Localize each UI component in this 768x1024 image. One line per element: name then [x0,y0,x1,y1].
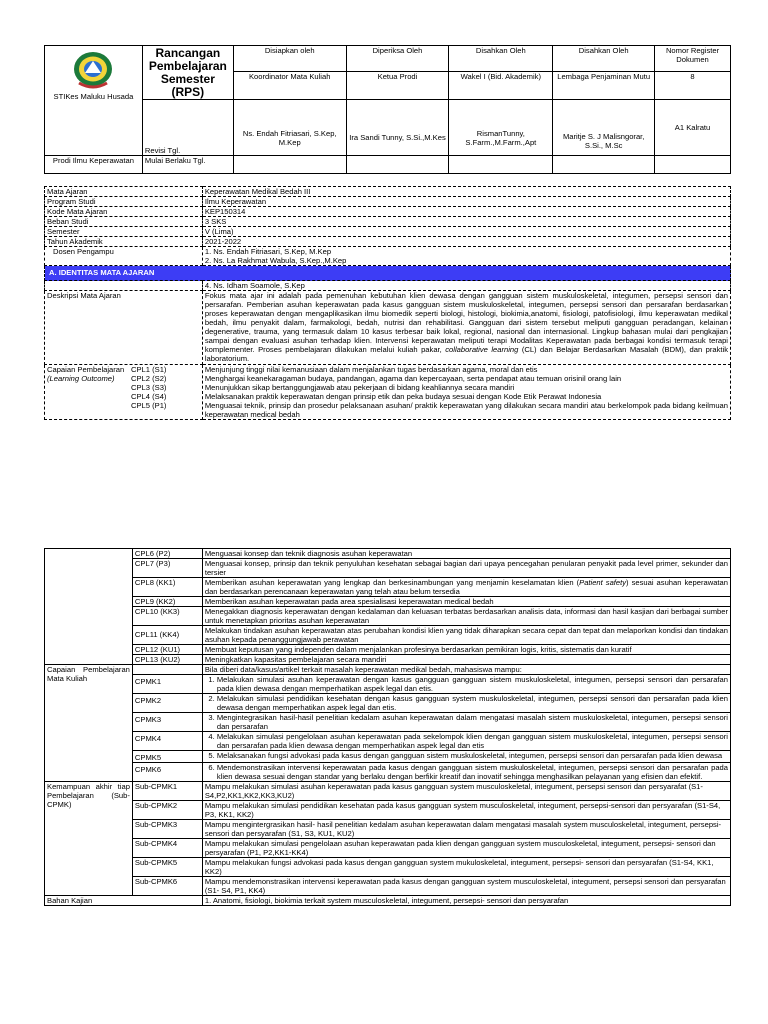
info-value: 3 SKS [202,217,730,227]
dosen-label: Dosen Pengampu [45,247,203,266]
cpmk-code: CPMK2 [132,694,202,713]
cpl-text: Menguasai konsep, prinsip dan teknik penyuluhan kesehatan sebagai bagian dari upaya pencegahan penularan penyakit pada level primer, sekunder dan tersier [202,559,730,578]
col-header-2: Diperiksa Oleh [346,46,449,72]
cpl-text: Menguasai konsep dan teknik diagnosis asuhan keperawatan [202,549,730,559]
cpmk-code: CPMK1 [132,675,202,694]
dosen-item: 2. Ns. La Rakhmat Wabula, S.Kep.,M.Kep [204,256,347,265]
continuation-table [44,548,731,906]
register-code: A1 Kalratu [655,100,731,156]
cpmk-code: CPMK4 [132,732,202,751]
info-label: Tahun Akademik [45,237,203,247]
cpl-text: Membuat keputusan yang independen dalam menjalankan profesinya berdasarkan pemikiran logis, kritis, sistematis dan kuratif [202,645,730,655]
prodi-cell: Prodi Ilmu Keperawatan [45,156,143,174]
col-header-3: Disahkan Oleh [449,46,553,72]
cpl-text: Menghargai keanekaragaman budaya, pandangan, agama dan kepercayaan, serta pendapat atau temuan orisinil orang lain [204,374,622,383]
cpl-code: CPL10 (KK3) [132,607,202,626]
bahan-label: Bahan Kajian [45,896,203,906]
doc-title: Rancangan Pembelajaran Semester (RPS) [142,46,233,100]
info-value: 2021-2022 [202,237,730,247]
name-3: RismanTunny, S.Farm.,M.Farm.,Apt [449,100,553,156]
deskripsi-label: Deskripsi Mata Ajaran [45,291,203,365]
cpmk-text: 6. Mendemonstrasikan intervensi keperawatan pada kasus dengan gangguan sistem muskuloskeletal, integumen, persepsi sensori dan persarafan pada klien dewasa sesuai dengan standar yang berlaku dengan berfikir kreatif dan inovatif sehingga menghasilkan pelayanan yang efisien dan efektif. [202,763,730,782]
sub-cpmk-text: Mampu mendemonstrasikan intervensi keperawatan pada kasus dengan gangguan system musculoskeletal, integument, persepsi sensori dan persyarafan (S1- S4, P1, KK4) [202,877,730,896]
cpl-code: CPL9 (KK2) [132,597,202,607]
sub-cpmk-text: Mampu mengintergrasikan hasil- hasil penelitian kedalam asuhan keperawatan dalam mengatasi masalah system musculoskeletal, integument, persepsi- sensori dan persyarafan (S1, S3, KU1, KU2) [202,820,730,839]
sub-cpmk-label: Kemampuan akhir tiap Pembelajaran (Sub-CPMK) [45,782,133,896]
info-value: KEP150314 [202,207,730,217]
info-label: Program Studi [45,197,203,207]
sub-cpmk-code: Sub-CPMK2 [132,801,202,820]
deskripsi-text: Fokus mata ajar ini adalah pada pemenuhan kebutuhan klien dewasa dengan gangguan sistem muskuloskeletal, integumen, persepsi sensori dan persarafan. Pemberian asuhan keperawatan pada kasus gangguan sistem muskuloskeletal, integumen, persepsi sensori dan persarafan berdasarkan proses keperawatan dengan mengaplikasikan ilmu biomedik seperti biologi, histologi, biokimia,anatomi, fisiologi, patofisiologi, ilmu keperawatan medikal bedah, ilmu penyakit dalam, farmakologi, bedah, nutrisi dan rehabilitasi. Gangguan dari sistem tersebut meliputi gangguan peradangan, kelainan degenerative, trauma, yang termasuk dalam 10 kasus terbesar baik lokal, regional, nasional dan internasional. Lingkup bahasan mulai dari pengkajian sampai dengan evaluasi asuhan terhadap klien. Intervensi keperawatan meliputi terapi Modalitas Keperawatan pada berbagai kondisi termasuk terapi komplementer. Proses pembelajaran dilakukan melalui kuliah pakar, collaborative learning (CL) dan Belajar Berdasarkan Masalah (BDM), dan praktik laboratorium. [202,291,730,365]
sub-cpmk-text: Mampu melakukan simulasi pendidikan kesehatan pada kasus gangguan system musculoskeletal, integument, persepsi-sensori dan persyarafan (S1-S4, P3, KK1, KK2) [202,801,730,820]
cpmk-text: 2. Melakukan simulasi pendidikan kesehatan dengan kasus gangguan system muskuloskeletal, integumen, persepsi sensori dan persarafan pada klien dewasa dengan memperhatikan aspek legal dan etis. [202,694,730,713]
sub-cpmk-text: Mampu melakukan simulasi pengelolaan asuhan keperawatan pada klien dengan gangguan system musculoskeletal, integument, persepsi- sensori dan persyarafan (P1, P2,KK1-KK4) [202,839,730,858]
role-1: Koordinator Mata Kuliah [233,72,346,100]
bahan-item: 1. Anatomi, fisiologi, biokimia terkait system musculoskeletal, integument, persepsi- sensori dan persyarafan [202,896,730,906]
register-number: 8 [655,72,731,100]
cpmk-label: Capaian Pembelajaran Mata Kuliah [45,665,133,782]
role-3: Wakel I (Bid. Akademik) [449,72,553,100]
cpmk-intro: Bila diberi data/kasus/artikel terkait masalah keperawatan medikal bedah, mahasiswa mampu: [202,665,730,675]
cpl-text: Menegakkan diagnosis keperawatan dengan kedalaman dan keluasan terbatas berdasarkan analisis data, informasi dan hasil kasjian dari berbagai sumber untuk menetapkan prioritas asuhan keperawatan [202,607,730,626]
cpl-text: Menjunjung tinggi nilai kemanusiaan dalam menjalankan tugas berdasarkan agama, moral dan etis [204,365,538,374]
mulai-cell: Mulai Berlaku Tgl. [142,156,233,174]
role-2: Ketua Prodi [346,72,449,100]
name-1: Ns. Endah Fitriasari, S.Kep, M.Kep [233,100,346,156]
cpl-text: Memberikan asuhan keperawatan pada area spesialisasi keperawatan medical bedah [202,597,730,607]
institution-name: STIKes Maluku Husada [53,92,134,101]
cpmk-text: 5. Melaksanakan fungsi advokasi pada kasus dengan gangguan sistem muskuloskeletal, integumen, persepsi sensori dan persarafan pada klien dewasa [202,751,730,763]
cpl-text: Meningkatkan kapasitas pembelajaran secara mandiri [202,655,730,665]
info-label: Kode Mata Ajaran [45,207,203,217]
identity-table [44,186,731,420]
header-table [44,45,731,174]
cpl-code: CPL12 (KU1) [132,645,202,655]
sub-cpmk-code: Sub-CPMK4 [132,839,202,858]
dosen-list [202,247,730,266]
sub-cpmk-text: Mampu melakukan fungsi advokasi pada kasus dengan gangguan system mukuloskeletal, integument, persepsi- sensori dan persyarafan (S1-S4, KK1, KK2) [202,858,730,877]
dosen-item: 1. Ns. Endah Fitriasari, S.Kep, M.Kep [204,247,332,256]
col-header-5: Nomor Register Dokumen [655,46,731,72]
cpl-code: CPL7 (P3) [132,559,202,578]
cpl-text: Menguasai teknik, prinsip dan prosedur pelaksanaan asuhan/ praktik keperawatan yang dilakukan secara mandiri atau berkelompok pada bidang keilmuan keperawatan medical bedah [204,401,728,419]
cpmk-code: CPMK6 [132,763,202,782]
capaian-cell [45,365,203,420]
sub-cpmk-code: Sub-CPMK6 [132,877,202,896]
info-label: Mata Ajaran [45,187,203,197]
institution-logo-icon [63,49,123,89]
sub-cpmk-code: Sub-CPMK3 [132,820,202,839]
cpmk-code: CPMK3 [132,713,202,732]
cpmk-text: 4. Melakukan simulasi pengelolaan asuhan keperawatan pada sekelompok klien dengan gangguan sistem muskuloskeletal, integumen, persepsi sensori dan persarafan pada klien dewasa dengan memperhatikan aspek legal dan etis [202,732,730,751]
info-value: V (Lima) [202,227,730,237]
cpl-text: Melakukan tindakan asuhan keperawatan atas perubahan kondisi klien yang tidak diharapkan secara cepat dan tepat dan melaporkan kondisi dan tindakan asuhan kepada penanggungjawab perawatan [202,626,730,645]
sub-cpmk-code: Sub-CPMK1 [132,782,202,801]
col-header-1: Disiapkan oleh [233,46,346,72]
cpl-code: CPL13 (KU2) [132,655,202,665]
capaian-label: Capaian Pembelajaran (Learning Outcome) [47,365,125,383]
col-header-4: Disahkan Oleh [553,46,655,72]
role-4: Lembaga Penjaminan Mutu [553,72,655,100]
cpl-code: CPL11 (KK4) [132,626,202,645]
sub-cpmk-text: Mampu melakukan simulasi asuhan keperawatan pada kasus gangguan system musculoskeletal, integument, persepsi sensori dan persyarafat (S1-S4,P2,KK1,KK2,KK3,KU2) [202,782,730,801]
cpl-text: Melaksanakan praktik keperawatan dengan prinsip etik dan peka budaya sesuai dengan Kode Etik Perawat Indonesia [204,392,602,401]
cpl-codes: CPL1 (S1) CPL2 (S2) CPL3 (S3) CPL4 (S4) CPL5 (P1) [131,365,167,410]
cpl-text: Memberikan asuhan keperawatan yang lengkap dan berkesinambungan yang menjamin keselamatan klien (Patient safety) sesuai asuhan keperawatan dan berdasarkan perencanaan keperawatan yang telah atau belum tersedia [202,578,730,597]
dosen-item: 4. Ns. Idham Soamole, S.Kep [202,281,730,291]
info-value: Ilmu Keperawatan [202,197,730,207]
cpmk-text: 3. Mengintegrasikan hasil-hasil penelitian kedalam asuhan keperawatan dalam mengatasi masalah sistem muskuloskeletal, integumen, persepsi sensori dan persarafan [202,713,730,732]
name-4: Maritje S. J Malisngorar, S.Si., M.Sc [553,100,655,156]
info-value: Keperawatan Medikal Bedah III [202,187,730,197]
cpl-text: Menunjukkan sikap bertanggungjawab atau pekerjaan di bidang keahliannya secara mandiri [204,383,515,392]
cpl-code: CPL6 (P2) [132,549,202,559]
cpl-code: CPL8 (KK1) [132,578,202,597]
info-label: Semester [45,227,203,237]
revisi-label: Revisi Tgl. [142,100,233,156]
name-2: Ira Sandi Tunny, S.Si.,M.Kes [346,100,449,156]
section-a-heading: A. IDENTITAS MATA AJARAN [45,266,731,281]
cpmk-code: CPMK5 [132,751,202,763]
cpl-texts [202,365,730,420]
info-label: Beban Studi [45,217,203,227]
sub-cpmk-code: Sub-CPMK5 [132,858,202,877]
cpmk-text: 1. Melakukan simulasi asuhan keperawatan dengan kasus gangguan gangguan sistem muskuloskeletal, integumen, persepsi sensori dan persarafan pada klien dewasa dengan memperhatikan aspek legal dan etis. [202,675,730,694]
institution-cell [45,46,143,156]
